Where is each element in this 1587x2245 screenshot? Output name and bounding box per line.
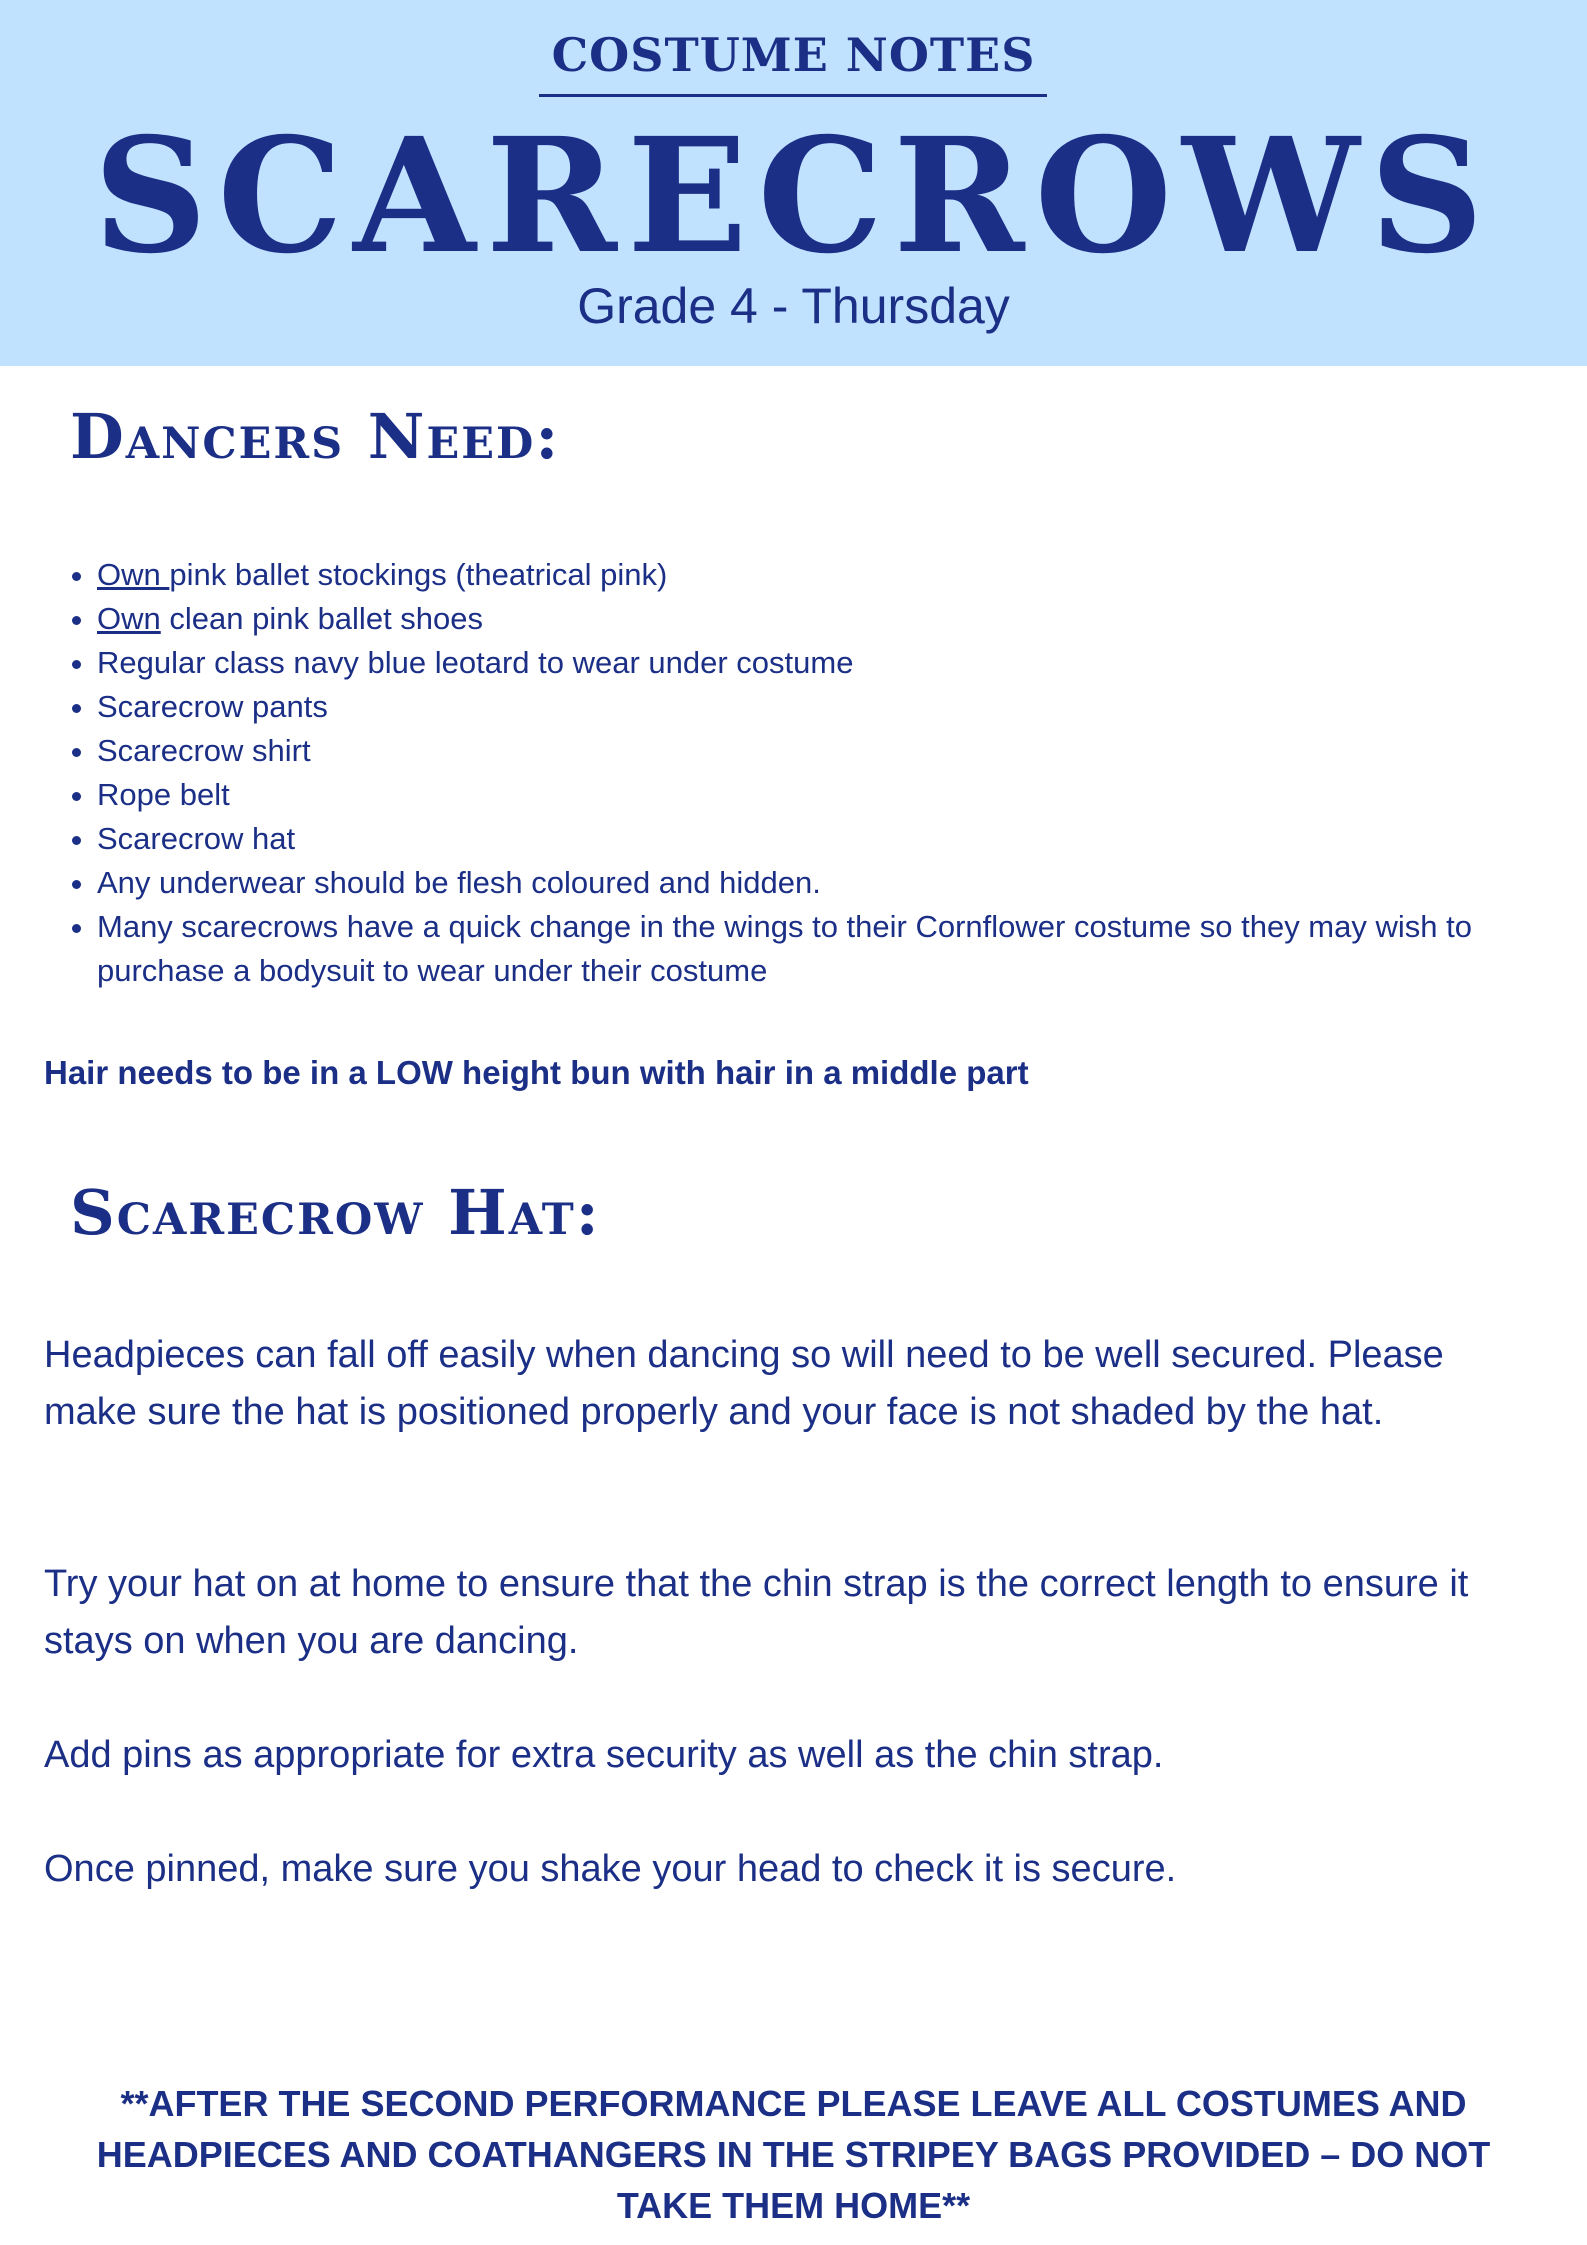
list-item-text: Regular class navy blue leotard to wear under costume	[97, 645, 854, 680]
list-item	[97, 861, 1557, 905]
list-item-emphasis: Own	[97, 557, 170, 592]
list-item-text: Scarecrow shirt	[97, 733, 311, 768]
header-banner	[0, 0, 1587, 366]
list-item-text: Scarecrow pants	[97, 689, 328, 724]
list-item-text: Many scarecrows have a quick change in the wings to their Cornflower costume so they may wish to purchase a bodysuit to wear under their costume	[97, 909, 1472, 988]
hat-paragraph: Once pinned, make sure you shake your head to check it is secure.	[44, 1848, 1177, 1890]
costume-notes-label: COSTUME NOTES	[551, 28, 1036, 82]
hair-note: Hair needs to be in a LOW height bun with hair in a middle part	[44, 1054, 1029, 1091]
scarecrow-hat-heading: Scarecrow Hat:	[70, 1176, 601, 1249]
list-item-text: Rope belt	[97, 777, 230, 812]
list-item-text: Any underwear should be flesh coloured and hidden.	[97, 865, 821, 900]
hat-paragraph: Try your hat on at home to ensure that the chin strap is the correct length to ensure it stays on when you are dancing.	[44, 1563, 1469, 1662]
grade-subtitle: Grade 4 - Thursday	[577, 278, 1010, 334]
list-item-emphasis: Own	[97, 601, 161, 636]
page-title: SCARECROWS	[93, 104, 1494, 289]
dancers-need-list	[44, 553, 1557, 993]
list-item-text: clean pink ballet shoes	[160, 601, 484, 636]
kicker-underline-divider	[539, 94, 1047, 97]
list-item	[97, 685, 1557, 729]
list-item	[97, 905, 1557, 993]
list-item	[97, 553, 1557, 597]
list-item-text: Scarecrow hat	[97, 821, 296, 856]
list-item	[97, 729, 1557, 773]
hat-paragraph: Add pins as appropriate for extra security as well as the chin strap.	[44, 1734, 1164, 1776]
hat-paragraph: Headpieces can fall off easily when dancing so will need to be well secured. Please make sure the hat is positioned properly and your face is not shaded by the hat.	[44, 1334, 1444, 1433]
list-item	[97, 817, 1557, 861]
list-item-text: pink ballet stockings (theatrical pink)	[169, 557, 668, 592]
dancers-need-heading: Dancers Need:	[70, 400, 561, 473]
list-item	[97, 773, 1557, 817]
footer-warning: **AFTER THE SECOND PERFORMANCE PLEASE LEAVE ALL COSTUMES AND HEADPIECES AND COATHANGERS IN THE STRIPEY BAGS PROVIDED – DO NOT TAKE THEM HOME**	[96, 2083, 1491, 2226]
list-item	[97, 597, 1557, 641]
list-item	[97, 641, 1557, 685]
